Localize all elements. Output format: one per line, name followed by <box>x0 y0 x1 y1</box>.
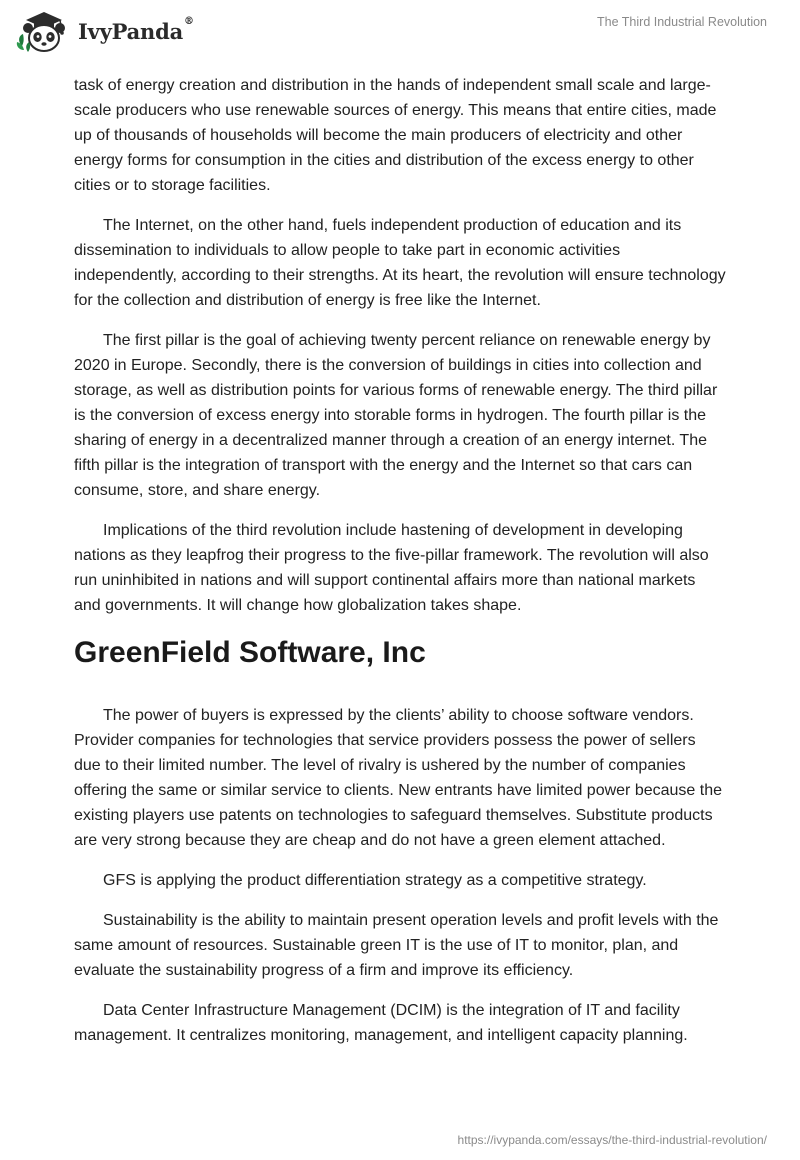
brand-name-text: IvyPanda <box>78 19 184 44</box>
document-title: The Third Industrial Revolution <box>597 15 767 29</box>
paragraph-strategy: GFS is applying the product differentiation strategy as a competitive strategy. <box>103 872 647 889</box>
source-url-link[interactable]: https://ivypanda.com/essays/the-third-industrial-revolution/ <box>457 1133 767 1147</box>
article-body <box>74 73 726 1063</box>
paragraph-sustainability: Sustainability is the ability to maintain present operation levels and profit levels with the same amount of resources. Sustainable green IT is the use of IT to monitor, plan, and evaluate the sustainability progress of a firm and improve its efficiency. <box>74 912 719 979</box>
paragraph-internet: The Internet, on the other hand, fuels independent production of education and its dissemination to individuals to allow people to take part in economic activities independently, according to their strengths. At its heart, the revolution will ensure technology for the collection and distribution of energy is free like the Internet. <box>74 217 726 309</box>
paragraph-buyer-power: The power of buyers is expressed by the clients’ ability to choose software vendors. Provider companies for technologies that service providers possess the power of sellers due to their limited number. The level of rivalry is ushered by the number of companies offering the same or similar service to clients. New entrants have limited power because the existing players use patents on technologies to safeguard themselves. Substitute products are very strong because they are cheap and do not have a green element attached. <box>74 707 723 849</box>
section-heading: GreenField Software, Inc <box>74 636 426 669</box>
paragraph-pillars: The first pillar is the goal of achieving twenty percent reliance on renewable energy by 2020 in Europe. Secondly, there is the conversion of buildings in cities into collection and storage, as well as distribution points for various forms of renewable energy. The third pillar is the conversion of excess energy into storable forms in hydrogen. The fourth pillar is the sharing of energy in a decentralized manner through a creation of an energy internet. The fifth pillar is the integration of transport with the energy and the Internet so that cars can consume, store, and share energy. <box>74 332 718 499</box>
page-header <box>0 0 800 64</box>
registered-mark: ® <box>184 16 194 27</box>
brand-name[interactable] <box>78 16 194 44</box>
ivypanda-logo-icon[interactable] <box>14 8 74 54</box>
paragraph-dcim: Data Center Infrastructure Management (DCIM) is the integration of IT and facility management. It centralizes monitoring, management, and intelligent capacity planning. <box>74 1002 688 1044</box>
paragraph-continued: task of energy creation and distribution in the hands of independent small scale and large-scale producers who use renewable sources of energy. This means that entire cities, made up of thousands of households will become the main producers of electricity and other energy forms for consumption in the cities and distribution of the excess energy to other cities or to storage facilities. <box>74 77 717 194</box>
paragraph-implications: Implications of the third revolution include hastening of development in developing nations as they leapfrog their progress to the five-pillar framework. The revolution will also run uninhibited in nations and will support continental affairs more than national markets and governments. It will change how globalization takes shape. <box>74 522 709 614</box>
